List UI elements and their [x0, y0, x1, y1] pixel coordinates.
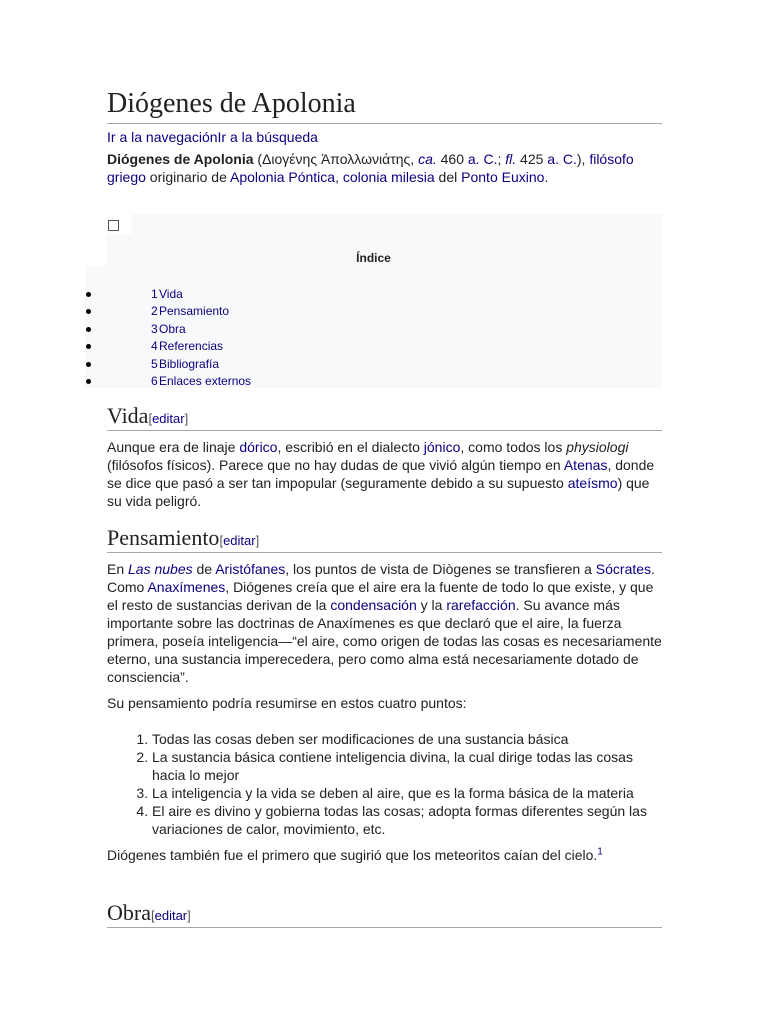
toc-link-enlaces-externos[interactable]: Enlaces externos — [159, 373, 252, 388]
toc-link-vida[interactable]: Vida — [159, 287, 183, 301]
circa-link[interactable]: ca. — [418, 151, 437, 167]
edit-bracket: [ — [219, 533, 224, 548]
intro-text: del — [434, 169, 462, 185]
section-vida — [107, 438, 662, 510]
edit-bracket: [ — [148, 411, 153, 426]
intro-text: 425 — [516, 151, 548, 167]
rarefaccion-link[interactable]: rarefacción — [446, 597, 516, 613]
pensamiento-list — [107, 730, 662, 838]
apolonia-pontica-link[interactable]: Apolonia Póntica — [229, 169, 336, 185]
intro-subject: Diógenes de Apolonia — [107, 151, 254, 167]
edit-link[interactable]: editar — [152, 411, 185, 426]
text: ) que su vida peligró. — [107, 475, 650, 509]
toc-link-obra[interactable]: Obra — [159, 321, 186, 336]
edit-bracket: ] — [187, 908, 191, 923]
page-title: Diógenes de Apolonia — [107, 86, 662, 124]
section-pensamiento — [107, 560, 662, 864]
edit-section — [151, 908, 191, 923]
toc-number: 5 — [151, 356, 158, 371]
section-title: Pensamiento — [107, 525, 220, 550]
toc-number: 4 — [151, 339, 158, 354]
toc-number: 3 — [151, 321, 158, 336]
toc-number: 6 — [151, 373, 158, 388]
toc-link-referencias[interactable]: Referencias — [159, 339, 224, 354]
text: . Su avance más importante sobre las doctrinas de Anaxímenes es que declaró que el aire, la fuerza primera, poseía inteligencia—“el aire, como origen de todas las cosas es necesariamente eterno, una sustancia imperecedera, pero como alma está necesariamente dotado de consciencia”. — [107, 597, 662, 685]
reference-link[interactable]: 1 — [597, 846, 603, 858]
text: Aunque era de linaje — [107, 439, 240, 455]
list-item: 1. Todas las cosas deben ser modificaciones de una sustancia básica — [152, 730, 662, 748]
socrates-link[interactable]: Sócrates — [595, 561, 652, 577]
edit-section — [219, 533, 259, 548]
aristofanes-link[interactable]: Aristófanes — [215, 561, 286, 577]
section-heading-vida — [107, 402, 662, 431]
section-heading-obra — [107, 899, 662, 928]
intro-text: (Διογένης Ἀπολλωνιάτης, — [253, 151, 419, 167]
condensacion-link[interactable]: condensación — [330, 597, 417, 613]
intro-text: . — [544, 169, 549, 185]
edit-bracket: ] — [255, 533, 260, 548]
text: (filósofos físicos). Parece que no hay dudas de que vivió algún tiempo en — [107, 457, 564, 473]
toc-number: 1 — [151, 287, 158, 301]
filosofo-link[interactable]: filósofo — [589, 151, 634, 167]
las-nubes-link[interactable]: Las nubes — [128, 561, 193, 577]
pensamiento-paragraph-2: Su pensamiento podría resumirse en estos cuatro puntos: — [107, 695, 467, 711]
section-title: Vida — [107, 403, 149, 428]
edit-link[interactable]: editar — [154, 908, 188, 923]
bullet-icon — [86, 327, 91, 332]
griego-link[interactable]: griego — [107, 169, 146, 185]
ateismo-link[interactable]: ateísmo — [567, 475, 618, 491]
toc-number: 2 — [151, 304, 158, 319]
physiologi-term: physiologi — [566, 439, 629, 455]
intro-text: , — [335, 169, 343, 185]
ponto-euxino-link[interactable]: Ponto Euxino — [461, 169, 545, 185]
pensamiento-paragraph-3 — [107, 846, 662, 864]
edit-bracket: ] — [184, 411, 189, 426]
vida-paragraph — [107, 438, 662, 510]
jump-to-navigation-link[interactable]: Ir a la navegación — [107, 129, 218, 145]
text: , escribió en el dialecto — [277, 439, 424, 455]
text: de — [192, 561, 216, 577]
edit-section — [148, 411, 188, 426]
text: , los puntos de vista de Diògenes se transfieren a — [285, 561, 596, 577]
text: . Como — [107, 561, 655, 595]
ac-link[interactable]: a. C. — [547, 151, 577, 167]
jonico-link[interactable]: jónico — [423, 439, 461, 455]
intro-text: ), — [576, 151, 590, 167]
bullet-icon — [86, 344, 91, 349]
edit-link[interactable]: editar — [223, 533, 256, 548]
text: , donde se dice que pasó a ser tan impopular (seguramente debido a su supuesto — [107, 457, 655, 491]
toc-toggle-checkbox[interactable] — [108, 220, 119, 231]
list-item: 2. La sustancia básica contiene inteligencia divina, la cual dirige todas las cosas hacia lo mejor — [152, 748, 662, 784]
list-item: 4. El aire es divino y gobierna todas las cosas; adopta formas diferentes según las variaciones de calor, movimiento, etc. — [152, 802, 662, 838]
ac-link[interactable]: a. C. — [467, 151, 498, 167]
text: Diógenes también fue el primero que sugirió que los meteoritos caían del cielo. — [107, 847, 598, 863]
bullet-icon — [86, 362, 91, 367]
intro-text: originario de — [145, 169, 230, 185]
colonia-milesia-link[interactable]: colonia milesia — [342, 169, 435, 185]
text: , como todos los — [460, 439, 567, 455]
jump-links — [107, 128, 662, 146]
pensamiento-paragraph-1 — [107, 560, 662, 686]
toc-link-pensamiento[interactable]: Pensamiento — [159, 304, 230, 319]
bullet-icon — [86, 292, 91, 297]
toc-title: Índice — [356, 251, 391, 265]
dorico-link[interactable]: dórico — [239, 439, 278, 455]
floruit-link[interactable]: fl. — [505, 151, 517, 167]
list-item: 3. La inteligencia y la vida se deben al aire, que es la forma básica de la materia — [152, 784, 662, 802]
edit-bracket: [ — [150, 908, 155, 923]
article-header — [107, 86, 662, 186]
bullet-icon — [86, 379, 91, 384]
table-of-contents — [85, 214, 662, 388]
section-heading-pensamiento — [107, 524, 662, 553]
anaximenes-link[interactable]: Anaxímenes — [147, 579, 226, 595]
jump-to-search-link[interactable]: Ir a la búsqueda — [217, 129, 318, 145]
intro-paragraph — [107, 150, 662, 186]
intro-text: ; — [497, 151, 506, 167]
section-title: Obra — [107, 900, 151, 925]
intro-text: 460 — [436, 151, 468, 167]
bullet-icon — [86, 309, 91, 314]
atenas-link[interactable]: Atenas — [563, 457, 608, 473]
toc-link-bibliografia[interactable]: Bibliografía — [159, 356, 220, 371]
text: y la — [416, 597, 447, 613]
text: En — [107, 561, 129, 577]
text: , Diógenes creía que el aire era la fuente de todo lo que existe, y que el resto de sustancias derivan de la — [107, 579, 654, 613]
